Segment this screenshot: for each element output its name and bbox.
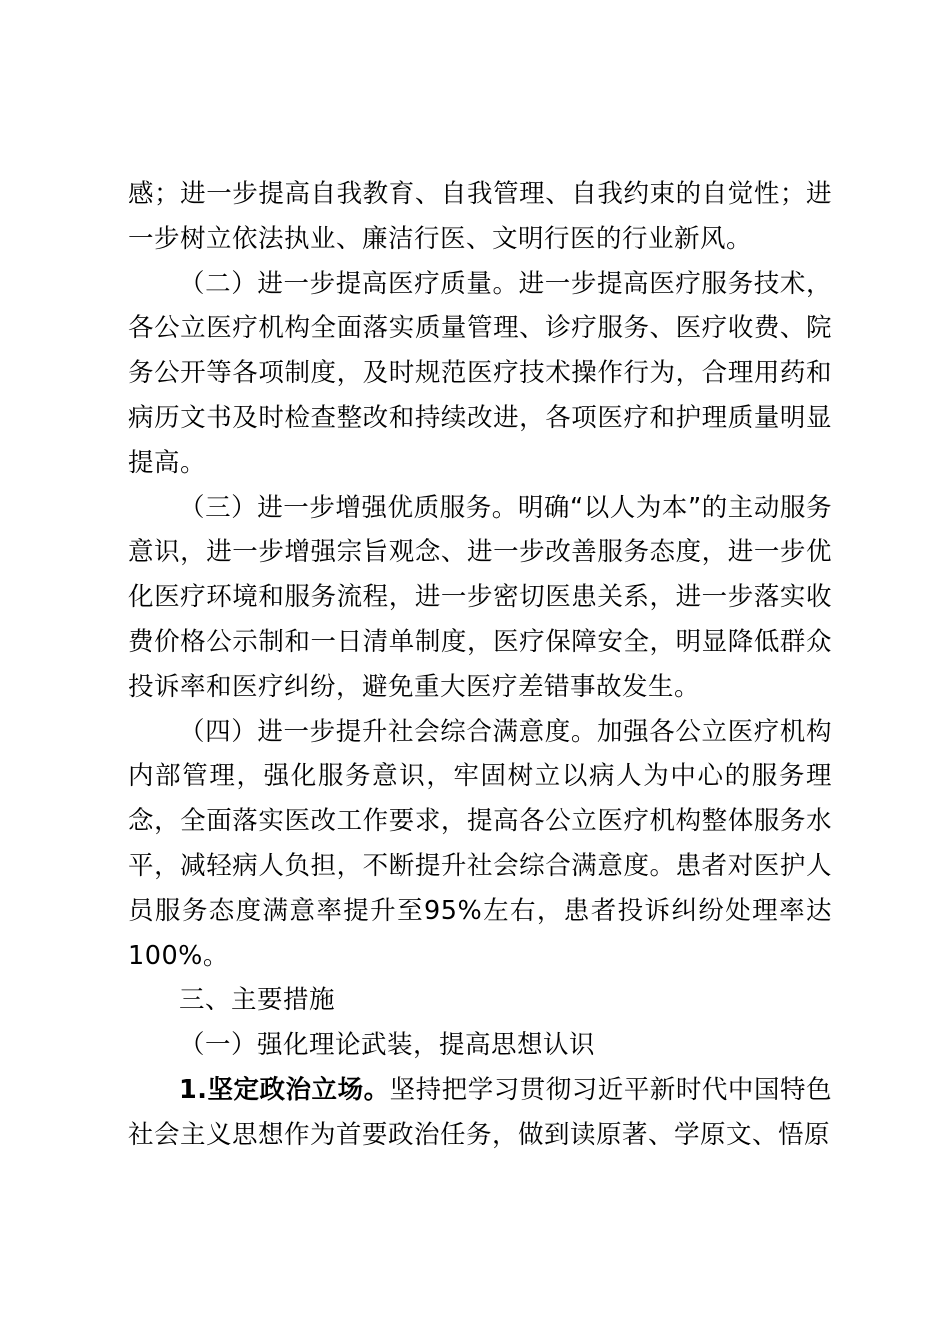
paragraph-lead-bold: 1.坚定政治立场。: [179, 1074, 390, 1105]
paragraph-satisfaction: （四）进一步提升社会综合满意度。加强各公立医疗机构内部管理，强化服务意识，牢固树立以病人为中心的服务理念，全面落实医改工作要求，提高各公立医疗机构整体服务水平，减轻病人负担，不断提升社会综合满意度。患者对医护人员服务态度满意率提升至95%左右，患者投诉纠纷处理率达100%。: [128, 716, 832, 971]
paragraph-body: 坚持把学习贯彻习近平新时代中国特色社会主义思想作为首要政治任务，做到读原著、学原文、悟原: [128, 1074, 832, 1150]
paragraph-political-stance: [128, 1068, 832, 1158]
document-page: [128, 172, 832, 1158]
paragraph-quality-service: （三）进一步增强优质服务。明确“以人为本”的主动服务意识，进一步增强宗旨观念、进一步改善服务态度，进一步优化医疗环境和服务流程，进一步密切医患关系，进一步落实收费价格公示制和一日清单制度，医疗保障安全，明显降低群众投诉率和医疗纠纷，避免重大医疗差错事故发生。: [128, 492, 832, 702]
subsection-heading-theory: （一）强化理论武装，提高思想认识: [179, 1030, 596, 1061]
section-heading-main-measures: 三、主要措施: [179, 985, 336, 1016]
paragraph-medical-quality: （二）进一步提高医疗质量。进一步提高医疗服务技术，各公立医疗机构全面落实质量管理、诊疗服务、医疗收费、院务公开等各项制度，及时规范医疗技术操作行为，合理用药和病历文书及时检查整改和持续改进，各项医疗和护理质量明显提高。: [128, 268, 832, 478]
paragraph-continuation: 感；进一步提高自我教育、自我管理、自我约束的自觉性；进一步树立依法执业、廉洁行医、文明行医的行业新风。: [128, 179, 832, 254]
